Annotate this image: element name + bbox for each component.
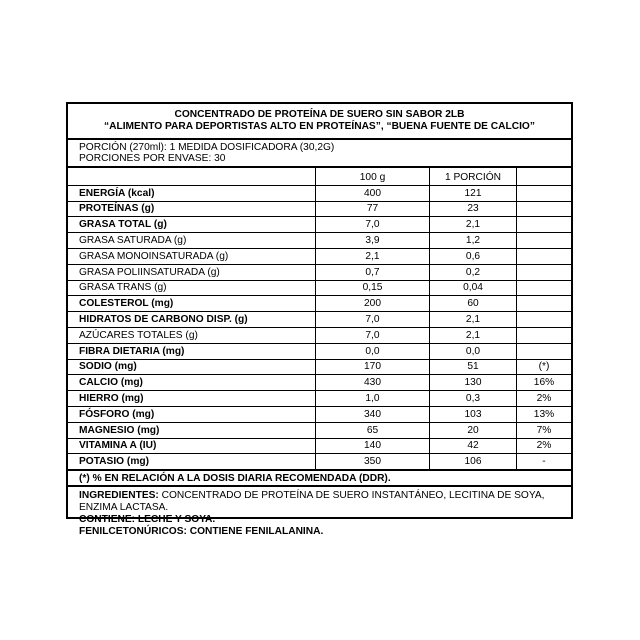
nutrient-name: FÓSFORO (mg): [68, 406, 316, 422]
ddr-footnote: (*) % EN RELACIÓN A LA DOSIS DIARIA RECOMENDADA (DDR).: [68, 469, 571, 485]
value-100g: 350: [316, 454, 430, 469]
value-ddr: 13%: [517, 406, 572, 422]
value-ddr: [517, 264, 572, 280]
value-ddr: [517, 217, 572, 233]
table-row: [68, 375, 571, 391]
value-portion: 51: [430, 359, 517, 375]
value-portion: 0,2: [430, 264, 517, 280]
value-portion: 0,6: [430, 248, 517, 264]
value-100g: 3,9: [316, 233, 430, 249]
value-100g: 200: [316, 296, 430, 312]
header-100g: 100 g: [316, 168, 430, 185]
nutrient-name: MAGNESIO (mg): [68, 422, 316, 438]
table-row: [68, 280, 571, 296]
label-header: [68, 104, 571, 140]
header-portion: 1 PORCIÓN: [430, 168, 517, 185]
nutrient-name: CALCIO (mg): [68, 375, 316, 391]
portion-info: [68, 140, 571, 168]
value-100g: 7,0: [316, 217, 430, 233]
value-100g: 7,0: [316, 312, 430, 328]
value-ddr: [517, 185, 572, 201]
value-portion: 2,1: [430, 312, 517, 328]
value-100g: 7,0: [316, 327, 430, 343]
nutrient-name: FIBRA DIETARIA (mg): [68, 343, 316, 359]
nutrition-label: [66, 102, 573, 538]
nutrient-name: HIERRO (mg): [68, 391, 316, 407]
value-ddr: [517, 201, 572, 217]
product-claims: “ALIMENTO PARA DEPORTISTAS ALTO EN PROTEÍNAS”, “BUENA FUENTE DE CALCIO”: [104, 121, 535, 132]
table-row: [68, 454, 571, 469]
value-ddr: [517, 343, 572, 359]
value-portion: 0,3: [430, 391, 517, 407]
value-100g: 0,15: [316, 280, 430, 296]
nutrient-name: GRASA MONOINSATURADA (g): [68, 248, 316, 264]
value-portion: 1,2: [430, 233, 517, 249]
value-portion: 0,0: [430, 343, 517, 359]
table-row: [68, 406, 571, 422]
ingredients-label: INGREDIENTES:: [79, 490, 159, 502]
value-100g: 340: [316, 406, 430, 422]
table-row: [68, 201, 571, 217]
value-100g: 2,1: [316, 248, 430, 264]
table-row: [68, 248, 571, 264]
nutrient-name: GRASA TOTAL (g): [68, 217, 316, 233]
value-100g: 0,0: [316, 343, 430, 359]
value-ddr: -: [517, 454, 572, 469]
value-100g: 65: [316, 422, 430, 438]
portion-size: PORCIÓN (270ml): 1 MEDIDA DOSIFICADORA (30,2G): [79, 142, 335, 153]
value-portion: 130: [430, 375, 517, 391]
allergen-statement: CONTIENE: LECHE Y SOYA.: [79, 514, 216, 526]
value-100g: 430: [316, 375, 430, 391]
table-row: [68, 185, 571, 201]
value-ddr: (*): [517, 359, 572, 375]
table-row: [68, 343, 571, 359]
portions-per-pack: PORCIONES POR ENVASE: 30: [79, 153, 226, 164]
nutrient-name: SODIO (mg): [68, 359, 316, 375]
nutrient-name: HIDRATOS DE CARBONO DISP. (g): [68, 312, 316, 328]
table-row: [68, 359, 571, 375]
value-portion: 20: [430, 422, 517, 438]
header-nutrient: [68, 168, 316, 185]
value-ddr: [517, 327, 572, 343]
value-100g: 400: [316, 185, 430, 201]
value-ddr: 7%: [517, 422, 572, 438]
value-portion: 2,1: [430, 327, 517, 343]
ingredients-text: CONCENTRADO DE PROTEÍNA DE SUERO INSTANTÁNEO, LECITINA DE SOYA, ENZIMA LACTASA.: [79, 490, 545, 514]
header-ddr: [517, 168, 572, 185]
nutrition-table: [68, 168, 571, 469]
value-ddr: 2%: [517, 391, 572, 407]
value-portion: 121: [430, 185, 517, 201]
nutrient-name: GRASA SATURADA (g): [68, 233, 316, 249]
phenylketonuria-warning: FENILCETONÚRICOS: CONTIENE FENILALANINA.: [79, 526, 324, 538]
value-ddr: [517, 296, 572, 312]
value-portion: 2,1: [430, 217, 517, 233]
table-header-row: [68, 168, 571, 185]
value-portion: 106: [430, 454, 517, 469]
value-100g: 77: [316, 201, 430, 217]
table-row: [68, 438, 571, 454]
value-ddr: [517, 280, 572, 296]
value-100g: 1,0: [316, 391, 430, 407]
nutrient-name: VITAMINA A (IU): [68, 438, 316, 454]
value-ddr: [517, 233, 572, 249]
value-ddr: 16%: [517, 375, 572, 391]
ingredients-block: [68, 485, 571, 538]
value-100g: 170: [316, 359, 430, 375]
value-portion: 23: [430, 201, 517, 217]
table-row: [68, 296, 571, 312]
nutrient-name: COLESTEROL (mg): [68, 296, 316, 312]
ingredients-line: [79, 490, 563, 514]
table-row: [68, 327, 571, 343]
product-title: CONCENTRADO DE PROTEÍNA DE SUERO SIN SABOR 2LB: [174, 109, 465, 120]
nutrient-name: GRASA TRANS (g): [68, 280, 316, 296]
value-100g: 0,7: [316, 264, 430, 280]
nutrition-table-body: [68, 168, 571, 469]
nutrient-name: GRASA POLIINSATURADA (g): [68, 264, 316, 280]
table-row: [68, 264, 571, 280]
value-portion: 0,04: [430, 280, 517, 296]
value-portion: 60: [430, 296, 517, 312]
value-portion: 103: [430, 406, 517, 422]
table-row: [68, 233, 571, 249]
value-100g: 140: [316, 438, 430, 454]
value-portion: 42: [430, 438, 517, 454]
nutrient-name: PROTEÍNAS (g): [68, 201, 316, 217]
nutrient-name: POTASIO (mg): [68, 454, 316, 469]
value-ddr: 2%: [517, 438, 572, 454]
value-ddr: [517, 312, 572, 328]
table-row: [68, 312, 571, 328]
table-row: [68, 391, 571, 407]
table-row: [68, 217, 571, 233]
value-ddr: [517, 248, 572, 264]
table-row: [68, 422, 571, 438]
nutrient-name: AZÚCARES TOTALES (g): [68, 327, 316, 343]
nutrient-name: ENERGÍA (kcal): [68, 185, 316, 201]
